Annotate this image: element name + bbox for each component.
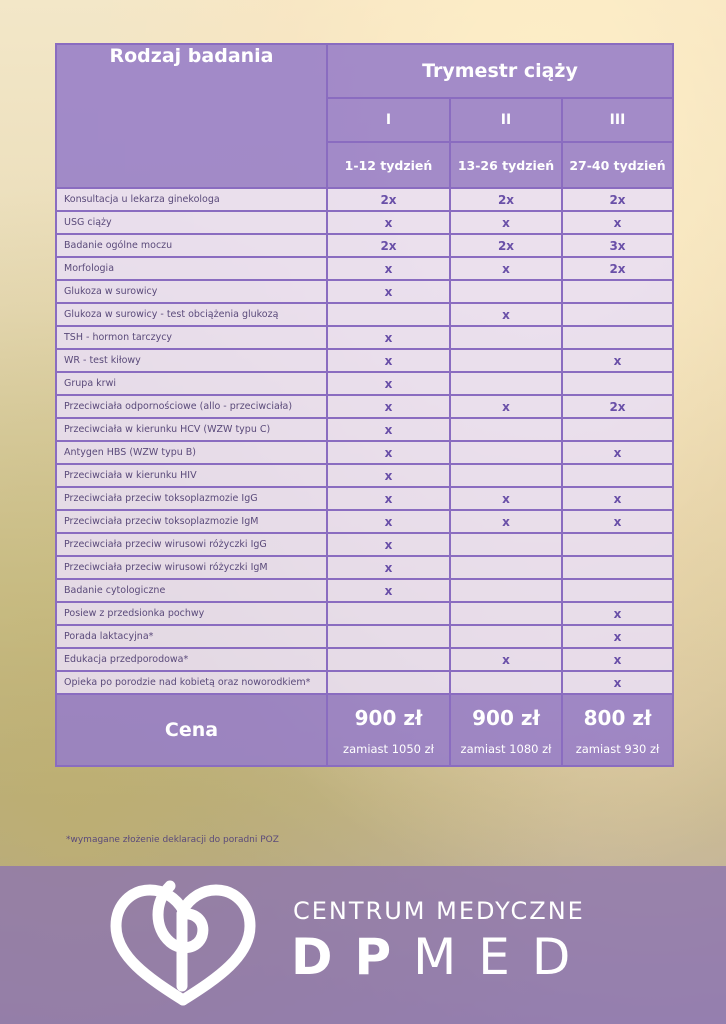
exam-value-cell-t1: x: [327, 464, 450, 487]
table-row: [56, 395, 673, 418]
exam-value-cell-t2: [450, 441, 562, 464]
exam-name-cell: Przeciwciała przeciw toksoplazmozie IgG: [56, 487, 327, 510]
exam-name-cell: Antygen HBS (WZW typu B): [56, 441, 327, 464]
exam-value-cell-t3: [562, 533, 673, 556]
exam-value-cell-t1: x: [327, 487, 450, 510]
exam-value-cell-t1: 2x: [327, 234, 450, 257]
exam-name-cell: TSH - hormon tarczycy: [56, 326, 327, 349]
exam-value-cell-t2: x: [450, 395, 562, 418]
trimester-3-weeks: 27-40 tydzień: [562, 142, 673, 188]
table-row: [56, 602, 673, 625]
exam-name-cell: Grupa krwi: [56, 372, 327, 395]
table-row: [56, 579, 673, 602]
exam-name-cell: Przeciwciała w kierunku HCV (WZW typu C): [56, 418, 327, 441]
table-row: [56, 372, 673, 395]
exam-value-cell-t1: x: [327, 579, 450, 602]
exam-name-cell: Edukacja przedporodowa*: [56, 648, 327, 671]
price-1-old: zamiast 1050 zł: [343, 742, 434, 756]
exam-value-cell-t1: [327, 671, 450, 694]
exam-value-cell-t1: [327, 303, 450, 326]
exam-value-cell-t3: x: [562, 648, 673, 671]
exam-value-cell-t2: x: [450, 487, 562, 510]
brand-line-2: [291, 928, 592, 986]
exam-value-cell-t1: [327, 648, 450, 671]
exam-value-cell-t1: x: [327, 372, 450, 395]
exam-value-cell-t1: x: [327, 280, 450, 303]
exam-name-cell: Przeciwciała w kierunku HIV: [56, 464, 327, 487]
exam-value-cell-t1: x: [327, 441, 450, 464]
exam-name-cell: Przeciwciała przeciw wirusowi różyczki IgG: [56, 533, 327, 556]
exam-value-cell-t2: [450, 533, 562, 556]
table-row: [56, 257, 673, 280]
table-row: [56, 349, 673, 372]
exam-value-cell-t2: [450, 556, 562, 579]
table-row: [56, 625, 673, 648]
exam-name-cell: Glukoza w surowicy: [56, 280, 327, 303]
exam-value-cell-t2: [450, 625, 562, 648]
exam-value-cell-t2: [450, 579, 562, 602]
table-row: [56, 441, 673, 464]
price-2: 900 zł: [472, 706, 540, 730]
exam-name-cell: USG ciąży: [56, 211, 327, 234]
exam-value-cell-t2: [450, 464, 562, 487]
exam-value-cell-t2: [450, 372, 562, 395]
exam-value-cell-t1: x: [327, 556, 450, 579]
exam-value-cell-t2: 2x: [450, 234, 562, 257]
exam-value-cell-t3: [562, 556, 673, 579]
exam-value-cell-t3: 3x: [562, 234, 673, 257]
table-row: [56, 326, 673, 349]
table-row: [56, 510, 673, 533]
exam-value-cell-t3: x: [562, 602, 673, 625]
price-3: 800 zł: [583, 706, 652, 730]
exam-name-cell: Porada laktacyjna*: [56, 625, 327, 648]
exam-name-cell: Przeciwciała przeciw wirusowi różyczki IgM: [56, 556, 327, 579]
trimester-1-header: I: [327, 98, 450, 142]
exam-value-cell-t1: x: [327, 418, 450, 441]
exam-value-cell-t3: x: [562, 625, 673, 648]
exam-value-cell-t2: [450, 671, 562, 694]
trimester-3-header: III: [562, 98, 673, 142]
exam-rows: [56, 188, 673, 694]
table-row: [56, 556, 673, 579]
price-label-text: Cena: [164, 719, 219, 741]
exam-name-header: Rodzaj badania: [56, 44, 327, 188]
exam-value-cell-t1: x: [327, 211, 450, 234]
exam-value-cell-t1: x: [327, 510, 450, 533]
price-3-old: zamiast 930 zł: [575, 742, 660, 756]
exam-value-cell-t3: x: [562, 211, 673, 234]
exam-value-cell-t3: 2x: [562, 257, 673, 280]
exam-value-cell-t3: x: [562, 510, 673, 533]
exam-value-cell-t1: x: [327, 257, 450, 280]
exam-value-cell-t3: 2x: [562, 188, 673, 211]
exam-name-cell: Przeciwciała przeciw toksoplazmozie IgM: [56, 510, 327, 533]
price-1: 900 zł: [354, 706, 423, 730]
exam-value-cell-t3: [562, 280, 673, 303]
exam-value-cell-t3: [562, 326, 673, 349]
exam-value-cell-t1: x: [327, 326, 450, 349]
exam-value-cell-t3: x: [562, 349, 673, 372]
exam-value-cell-t2: x: [450, 510, 562, 533]
exam-name-cell: Badanie cytologiczne: [56, 579, 327, 602]
table-row: [56, 671, 673, 694]
exam-name-cell: Posiew z przedsionka pochwy: [56, 602, 327, 625]
table-row: [56, 280, 673, 303]
exam-price-table: [55, 43, 674, 767]
exam-value-cell-t1: x: [327, 395, 450, 418]
exam-value-cell-t2: x: [450, 211, 562, 234]
price-cell-3: [562, 694, 673, 766]
trimester-group-header: Trymestr ciąży: [327, 44, 673, 98]
table-row: [56, 418, 673, 441]
exam-value-cell-t1: x: [327, 533, 450, 556]
exam-value-cell-t2: x: [450, 648, 562, 671]
exam-value-cell-t1: [327, 602, 450, 625]
table-row: [56, 648, 673, 671]
exam-value-cell-t3: 2x: [562, 395, 673, 418]
exam-value-cell-t2: [450, 418, 562, 441]
price-row: [56, 694, 673, 766]
exam-name-cell: WR - test kiłowy: [56, 349, 327, 372]
exam-name-cell: Opieka po porodzie nad kobietą oraz noworodkiem*: [56, 671, 327, 694]
exam-value-cell-t3: x: [562, 487, 673, 510]
exam-name-cell: Konsultacja u lekarza ginekologa: [56, 188, 327, 211]
exam-value-cell-t3: [562, 372, 673, 395]
exam-value-cell-t3: [562, 303, 673, 326]
exam-value-cell-t2: [450, 326, 562, 349]
table-row: [56, 464, 673, 487]
heart-logo-icon: [108, 878, 258, 1008]
exam-value-cell-t3: [562, 418, 673, 441]
table-row: [56, 188, 673, 211]
exam-value-cell-t2: [450, 602, 562, 625]
exam-value-cell-t2: [450, 349, 562, 372]
table-row: [56, 234, 673, 257]
footnote: *wymagane złożenie deklaracji do poradni POZ: [66, 835, 279, 845]
exam-value-cell-t3: [562, 579, 673, 602]
brand-med: MED: [413, 928, 593, 986]
exam-value-cell-t2: x: [450, 257, 562, 280]
exam-value-cell-t3: x: [562, 671, 673, 694]
price-2-old: zamiast 1080 zł: [460, 742, 552, 756]
brand-dp: DP: [291, 928, 414, 986]
table-row: [56, 303, 673, 326]
exam-name-cell: Glukoza w surowicy - test obciążenia glukozą: [56, 303, 327, 326]
price-cell-2: [450, 694, 562, 766]
price-label: [56, 694, 327, 766]
table-row: [56, 533, 673, 556]
exam-value-cell-t3: [562, 464, 673, 487]
exam-value-cell-t1: [327, 625, 450, 648]
trimester-2-weeks: 13-26 tydzień: [450, 142, 562, 188]
table-row: [56, 487, 673, 510]
exam-name-cell: Morfologia: [56, 257, 327, 280]
exam-value-cell-t2: [450, 280, 562, 303]
exam-name-cell: Przeciwciała odpornościowe (allo - przeciwciała): [56, 395, 327, 418]
exam-value-cell-t2: 2x: [450, 188, 562, 211]
exam-value-cell-t3: x: [562, 441, 673, 464]
exam-value-cell-t2: x: [450, 303, 562, 326]
exam-name-cell: Badanie ogólne moczu: [56, 234, 327, 257]
trimester-2-header: II: [450, 98, 562, 142]
trimester-1-weeks: 1-12 tydzień: [327, 142, 450, 188]
exam-value-cell-t1: 2x: [327, 188, 450, 211]
table-row: [56, 211, 673, 234]
brand-line-1: CENTRUM MEDYCZNE: [293, 897, 585, 925]
exam-value-cell-t1: x: [327, 349, 450, 372]
price-cell-1: [327, 694, 450, 766]
